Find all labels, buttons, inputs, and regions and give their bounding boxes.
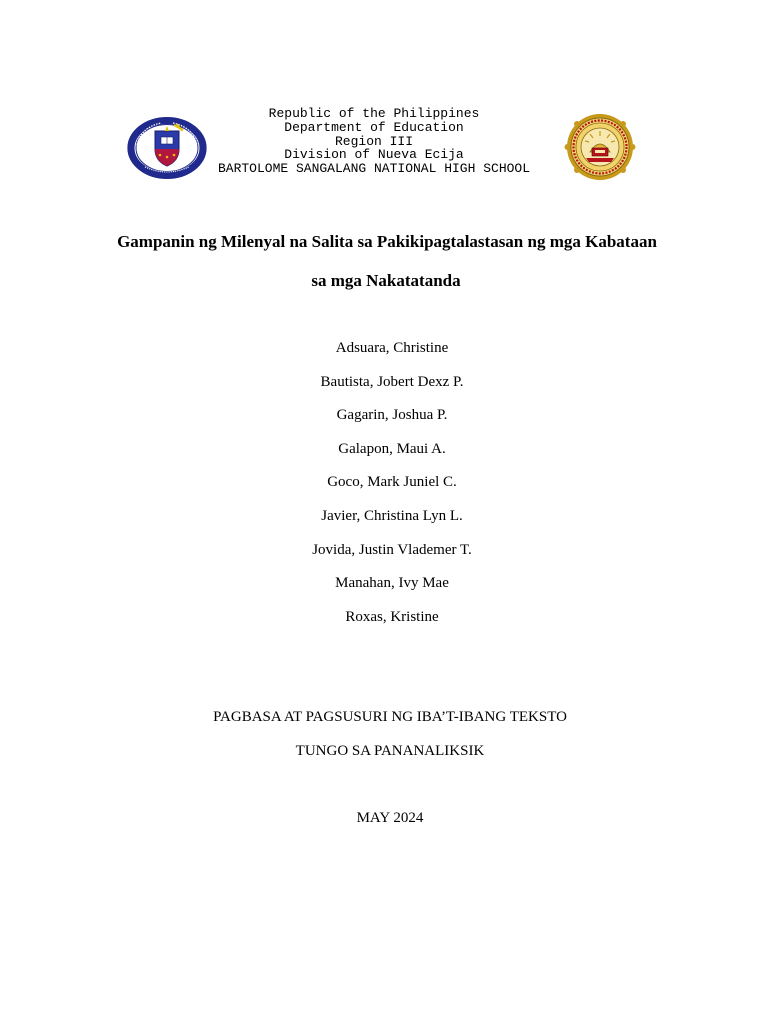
author-item: Roxas, Kristine — [345, 608, 439, 625]
author-item: Jovida, Justin Vlademer T. — [312, 541, 472, 558]
submission-date: MAY 2024 — [356, 810, 424, 826]
author-item: Manahan, Ivy Mae — [335, 575, 449, 592]
author-list — [0, 338, 768, 640]
letterhead-school: BARTOLOME SANGALANG NATIONAL HIGH SCHOOL — [217, 161, 531, 177]
author-item: Goco, Mark Juniel C. — [327, 474, 457, 491]
author-item: Gagarin, Joshua P. — [336, 407, 448, 424]
research-title-line-2: sa mga Nakatatanda — [311, 271, 461, 290]
letterhead-region: Region III — [334, 133, 413, 149]
school-seal-icon — [562, 114, 638, 180]
letterhead — [0, 107, 768, 176]
letterhead-country: Republic of the Philippines — [268, 106, 480, 121]
author-item: Adsuara, Christine — [335, 340, 449, 356]
subject-line-1: PAGBASA AT PAGSUSURI NG IBA’T-IBANG TEKSTO — [213, 709, 567, 725]
author-item: Bautista, Jobert Dexz P. — [320, 373, 464, 390]
letterhead-division: Division of Nueva Ecija — [284, 147, 464, 163]
author-item: Javier, Christina Lyn L. — [321, 507, 463, 524]
subject-line-2: TUNGO SA PANANALIKSIK — [295, 743, 485, 759]
research-title-line-1: Gampanin ng Milenyal na Salita sa Pakikipagtalastasan ng mga Kabataan — [117, 232, 657, 251]
letterhead-department: Department of Education — [284, 119, 464, 135]
author-item: Galapon, Maui A. — [338, 440, 446, 457]
school-seal-logo — [562, 114, 638, 180]
